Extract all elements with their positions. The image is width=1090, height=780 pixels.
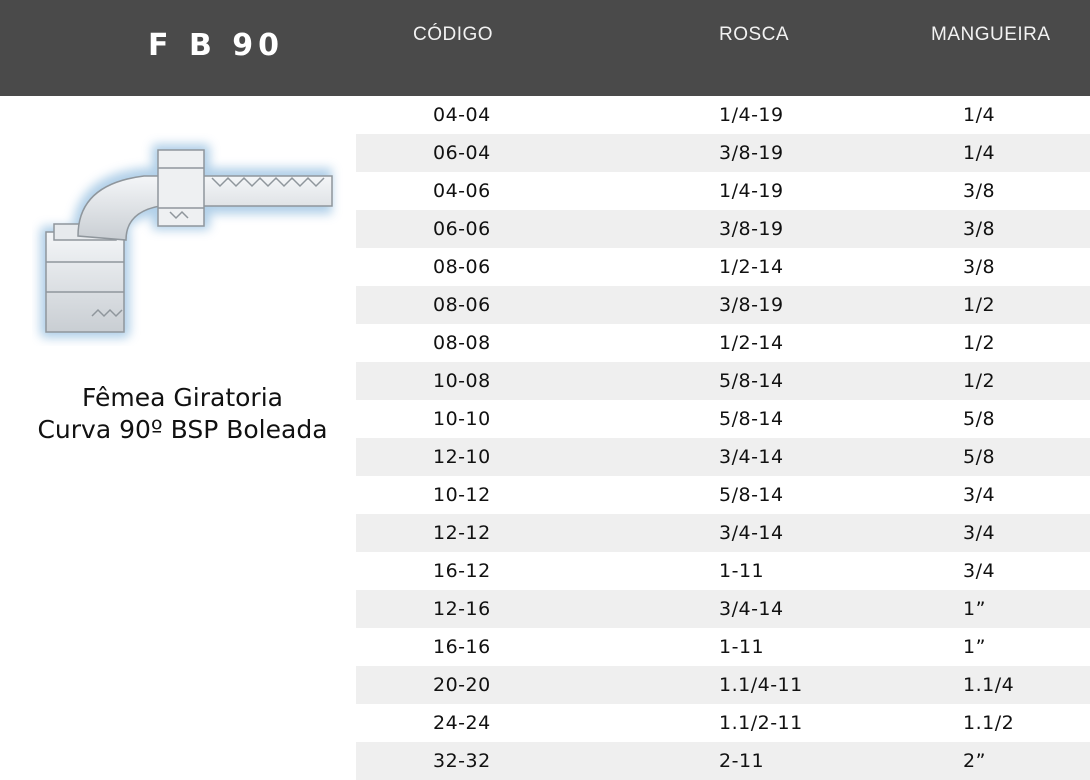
mangueira-cell: 5/8 (963, 408, 996, 430)
mangueira-cell: 1/2 (963, 294, 996, 316)
codigo-cell: 10-10 (433, 408, 491, 430)
table-row (356, 248, 1090, 286)
caption-line-1: Fêmea Giratoria (82, 383, 283, 412)
codigo-cell: 10-08 (433, 370, 491, 392)
mangueira-cell: 1” (963, 636, 986, 658)
rosca-cell: 2-11 (719, 750, 765, 772)
codigo-cell: 12-16 (433, 598, 491, 620)
rosca-cell: 3/8-19 (719, 294, 784, 316)
codigo-cell: 12-12 (433, 522, 491, 544)
mangueira-cell: 3/8 (963, 218, 996, 240)
mangueira-cell: 2” (963, 750, 986, 772)
codigo-cell: 16-16 (433, 636, 491, 658)
table-row (356, 286, 1090, 324)
product-panel (0, 96, 356, 778)
rosca-cell: 1-11 (719, 560, 765, 582)
mangueira-cell: 3/4 (963, 484, 996, 506)
table-row (356, 590, 1090, 628)
table-row (356, 742, 1090, 780)
rosca-cell: 5/8-14 (719, 370, 784, 392)
column-header-mangueira: MANGUEIRA (931, 24, 1051, 45)
table-header-bar (0, 0, 1090, 96)
rosca-cell: 1/2-14 (719, 332, 784, 354)
codigo-cell: 08-06 (433, 256, 491, 278)
codigo-cell: 24-24 (433, 712, 491, 734)
rosca-cell: 3/8-19 (719, 218, 784, 240)
rosca-cell: 1.1/4-11 (719, 674, 803, 696)
rosca-cell: 1/4-19 (719, 180, 784, 202)
rosca-cell: 5/8-14 (719, 484, 784, 506)
table-row (356, 96, 1090, 134)
rosca-cell: 3/4-14 (719, 446, 784, 468)
spec-table (356, 96, 1090, 780)
table-row (356, 476, 1090, 514)
table-row (356, 172, 1090, 210)
mangueira-cell: 3/8 (963, 180, 996, 202)
rosca-cell: 1/4-19 (719, 104, 784, 126)
product-caption (0, 382, 365, 446)
product-code-title: F B 90 (148, 28, 284, 63)
table-row (356, 134, 1090, 172)
mangueira-cell: 5/8 (963, 446, 996, 468)
column-header-rosca: ROSCA (719, 24, 790, 45)
table-row (356, 666, 1090, 704)
mangueira-cell: 1/2 (963, 370, 996, 392)
codigo-cell: 08-08 (433, 332, 491, 354)
rosca-cell: 3/4-14 (719, 522, 784, 544)
hose-fitting-90-elbow-icon (32, 116, 352, 346)
table-row (356, 362, 1090, 400)
mangueira-cell: 3/8 (963, 256, 996, 278)
codigo-cell: 08-06 (433, 294, 491, 316)
codigo-cell: 20-20 (433, 674, 491, 696)
mangueira-cell: 1” (963, 598, 986, 620)
codigo-cell: 10-12 (433, 484, 491, 506)
rosca-cell: 3/4-14 (719, 598, 784, 620)
table-row (356, 324, 1090, 362)
rosca-cell: 1.1/2-11 (719, 712, 803, 734)
codigo-cell: 06-04 (433, 142, 491, 164)
table-row (356, 400, 1090, 438)
table-row (356, 438, 1090, 476)
codigo-cell: 06-06 (433, 218, 491, 240)
codigo-cell: 04-04 (433, 104, 491, 126)
rosca-cell: 1/2-14 (719, 256, 784, 278)
rosca-cell: 1-11 (719, 636, 765, 658)
mangueira-cell: 1/4 (963, 142, 996, 164)
mangueira-cell: 1/2 (963, 332, 996, 354)
rosca-cell: 5/8-14 (719, 408, 784, 430)
codigo-cell: 12-10 (433, 446, 491, 468)
mangueira-cell: 3/4 (963, 560, 996, 582)
mangueira-cell: 3/4 (963, 522, 996, 544)
mangueira-cell: 1.1/4 (963, 674, 1015, 696)
mangueira-cell: 1/4 (963, 104, 996, 126)
table-row (356, 514, 1090, 552)
table-row (356, 704, 1090, 742)
table-row (356, 628, 1090, 666)
caption-line-2: Curva 90º BSP Boleada (37, 415, 328, 444)
codigo-cell: 32-32 (433, 750, 491, 772)
rosca-cell: 3/8-19 (719, 142, 784, 164)
table-row (356, 210, 1090, 248)
table-row (356, 552, 1090, 590)
mangueira-cell: 1.1/2 (963, 712, 1015, 734)
codigo-cell: 16-12 (433, 560, 491, 582)
codigo-cell: 04-06 (433, 180, 491, 202)
column-header-codigo: CÓDIGO (413, 24, 494, 45)
